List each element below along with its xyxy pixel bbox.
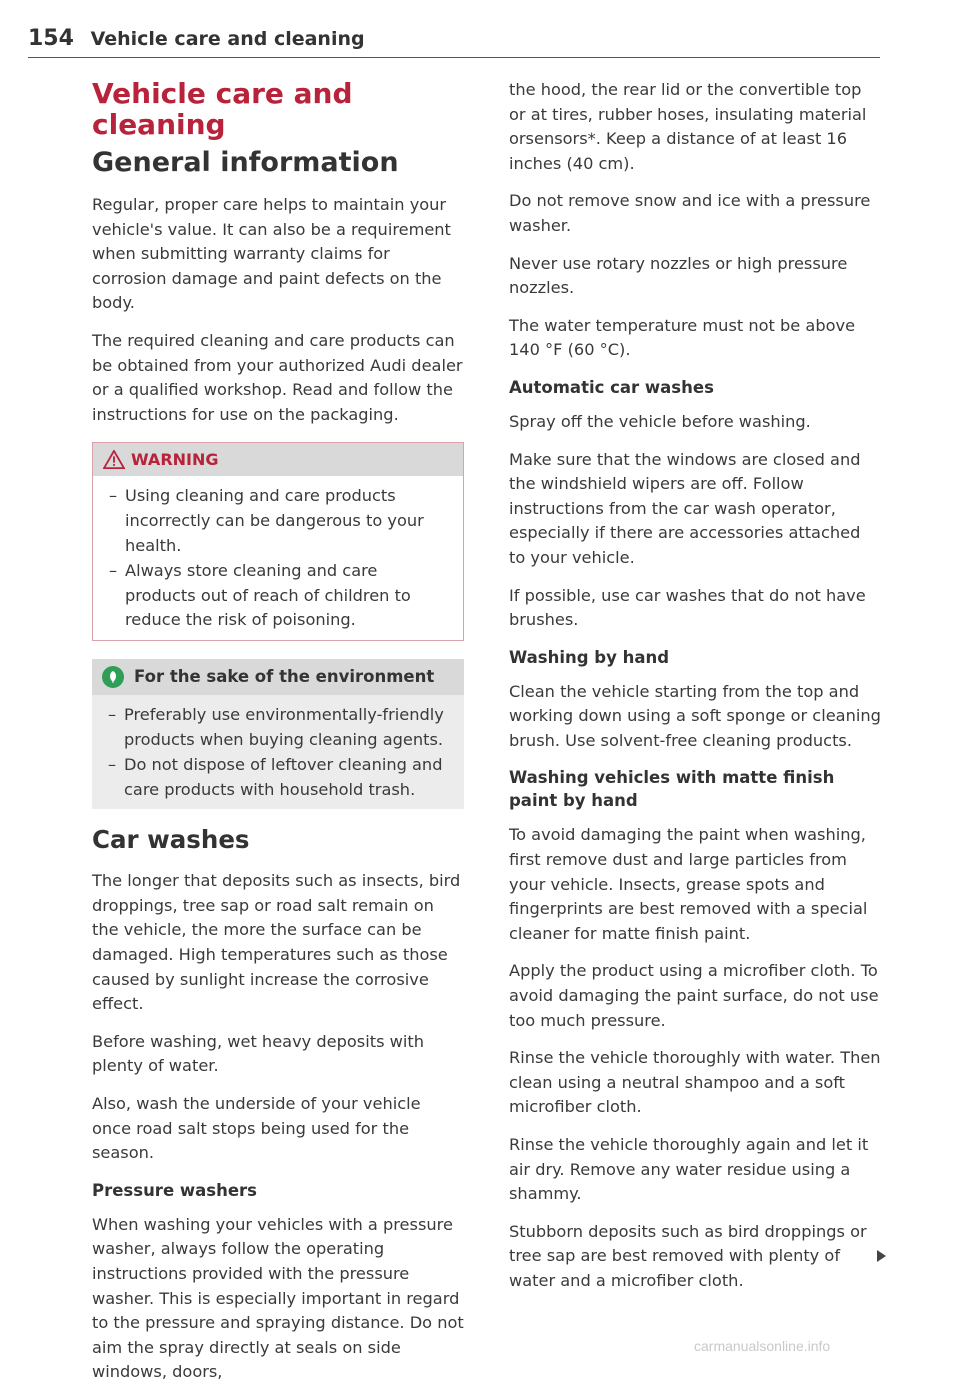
list-item: – Preferably use environmentally-friendly products when buying cleaning agents. — [108, 704, 444, 749]
paragraph: Apply the product using a microfiber cloth. To avoid damaging the paint surface, do not use too much pressure. — [509, 961, 879, 1030]
environment-box — [92, 659, 464, 809]
list-item: – Do not dispose of leftover cleaning and care products with household trash. — [108, 755, 443, 799]
list-item-text: Using cleaning and care products incorrectly can be dangerous to your health. — [125, 486, 424, 555]
paragraph: Do not remove snow and ice with a pressure washer. — [509, 191, 871, 235]
right-column — [509, 78, 881, 1307]
list-item-text: Always store cleaning and care products out of reach of children to reduce the risk of poisoning. — [125, 561, 411, 630]
paragraph: Rinse the vehicle thoroughly with water. Then clean using a neutral shampoo and a soft microfiber cloth. — [509, 1048, 881, 1117]
environment-title-text: For the sake of the environment — [134, 667, 435, 687]
leaf-icon — [102, 666, 124, 688]
paragraph: Never use rotary nozzles or high pressure nozzles. — [509, 253, 848, 298]
subheading-pressure-washers: Pressure washers — [92, 1180, 257, 1200]
environment-title — [92, 659, 464, 695]
list-item-text: Preferably use environmentally-friendly products when buying cleaning agents. — [124, 704, 444, 749]
list-item-text: Do not dispose of leftover cleaning and care products with household trash. — [124, 755, 443, 799]
paragraph: Before washing, wet heavy deposits with plenty of water. — [92, 1031, 424, 1076]
paragraph: If possible, use car washes that do not have brushes. — [509, 585, 866, 630]
paragraph: Regular, proper care helps to maintain your vehicle's value. It can also be a requirement when submitting warranty claims for corrosion damage and paint defects on the body. — [92, 195, 451, 313]
subheading-automatic-car-washes: Automatic car washes — [509, 377, 714, 397]
environment-list — [92, 695, 464, 809]
paragraph: The water temperature must not be above 140 °F (60 °C). — [509, 315, 856, 360]
subheading-washing-by-hand: Washing by hand — [509, 647, 670, 667]
left-column — [92, 78, 464, 1398]
paragraph: To avoid damaging the paint when washing, first remove dust and large particles from your vehicle. Insects, grease spots and fingerprints are best removed with a special cleaner for matte finish paint. — [509, 825, 868, 943]
warning-title — [93, 443, 463, 476]
watermark: carmanualsonline.info — [694, 1338, 831, 1354]
paragraph: Spray off the vehicle before washing. — [509, 411, 811, 431]
paragraph: Rinse the vehicle thoroughly again and let it air dry. Remove any water residue using a shammy. — [509, 1135, 869, 1204]
continue-arrow-icon — [877, 1250, 886, 1262]
list-item: – Always store cleaning and care products out of reach of children to reduce the risk of poisoning. — [109, 561, 411, 630]
warning-box — [92, 442, 464, 641]
section-title-general-information: General information — [92, 147, 399, 178]
paragraph: Clean the vehicle starting from the top and working down using a soft sponge or cleaning brush. Use solvent-free cleaning products. — [509, 681, 881, 750]
page-number: 154 — [28, 26, 74, 51]
section-title-car-washes: Car washes — [92, 825, 250, 855]
subheading-matte-finish: Washing vehicles with matte finish paint by hand — [509, 768, 835, 811]
paragraph: Make sure that the windows are closed and the windshield wipers are off. Follow instructions from the car wash operator, especially if there are accessories attached to your vehicle. — [509, 449, 861, 567]
warning-title-text: WARNING — [131, 450, 219, 470]
paragraph: Stubborn deposits such as bird droppings or tree sap are best removed with plenty of water and a microfiber cloth. — [509, 1221, 867, 1290]
paragraph: The longer that deposits such as insects, bird droppings, tree sap or road salt remain on the vehicle, the more the surface can be damaged. High temperatures such as those caused by sunlight increase the corrosive effect. — [92, 871, 461, 1014]
page-header — [28, 26, 880, 58]
warning-triangle-icon — [103, 450, 125, 469]
paragraph: The required cleaning and care products can be obtained from your authorized Audi dealer or a qualified workshop. Read and follow the instructions for use on the packaging. — [92, 330, 463, 424]
paragraph: the hood, the rear lid or the convertible top or at tires, rubber hoses, insulating material orsensors*. Keep a distance of at least 16 inches (40 cm). — [509, 80, 867, 173]
chapter-title: Vehicle care and cleaning — [92, 77, 353, 141]
paragraph: Also, wash the underside of your vehicle once road salt stops being used for the season. — [92, 1094, 421, 1163]
header-title: Vehicle care and cleaning — [90, 28, 365, 50]
warning-list — [93, 476, 463, 640]
list-item: – Using cleaning and care products incorrectly can be dangerous to your health. — [109, 486, 424, 555]
paragraph: When washing your vehicles with a pressure washer, always follow the operating instructions provided with the pressure washer. This is especially important in regard to the pressure and spraying distance. Do not aim the spray directly at seals on side windows, doors, — [92, 1214, 464, 1382]
